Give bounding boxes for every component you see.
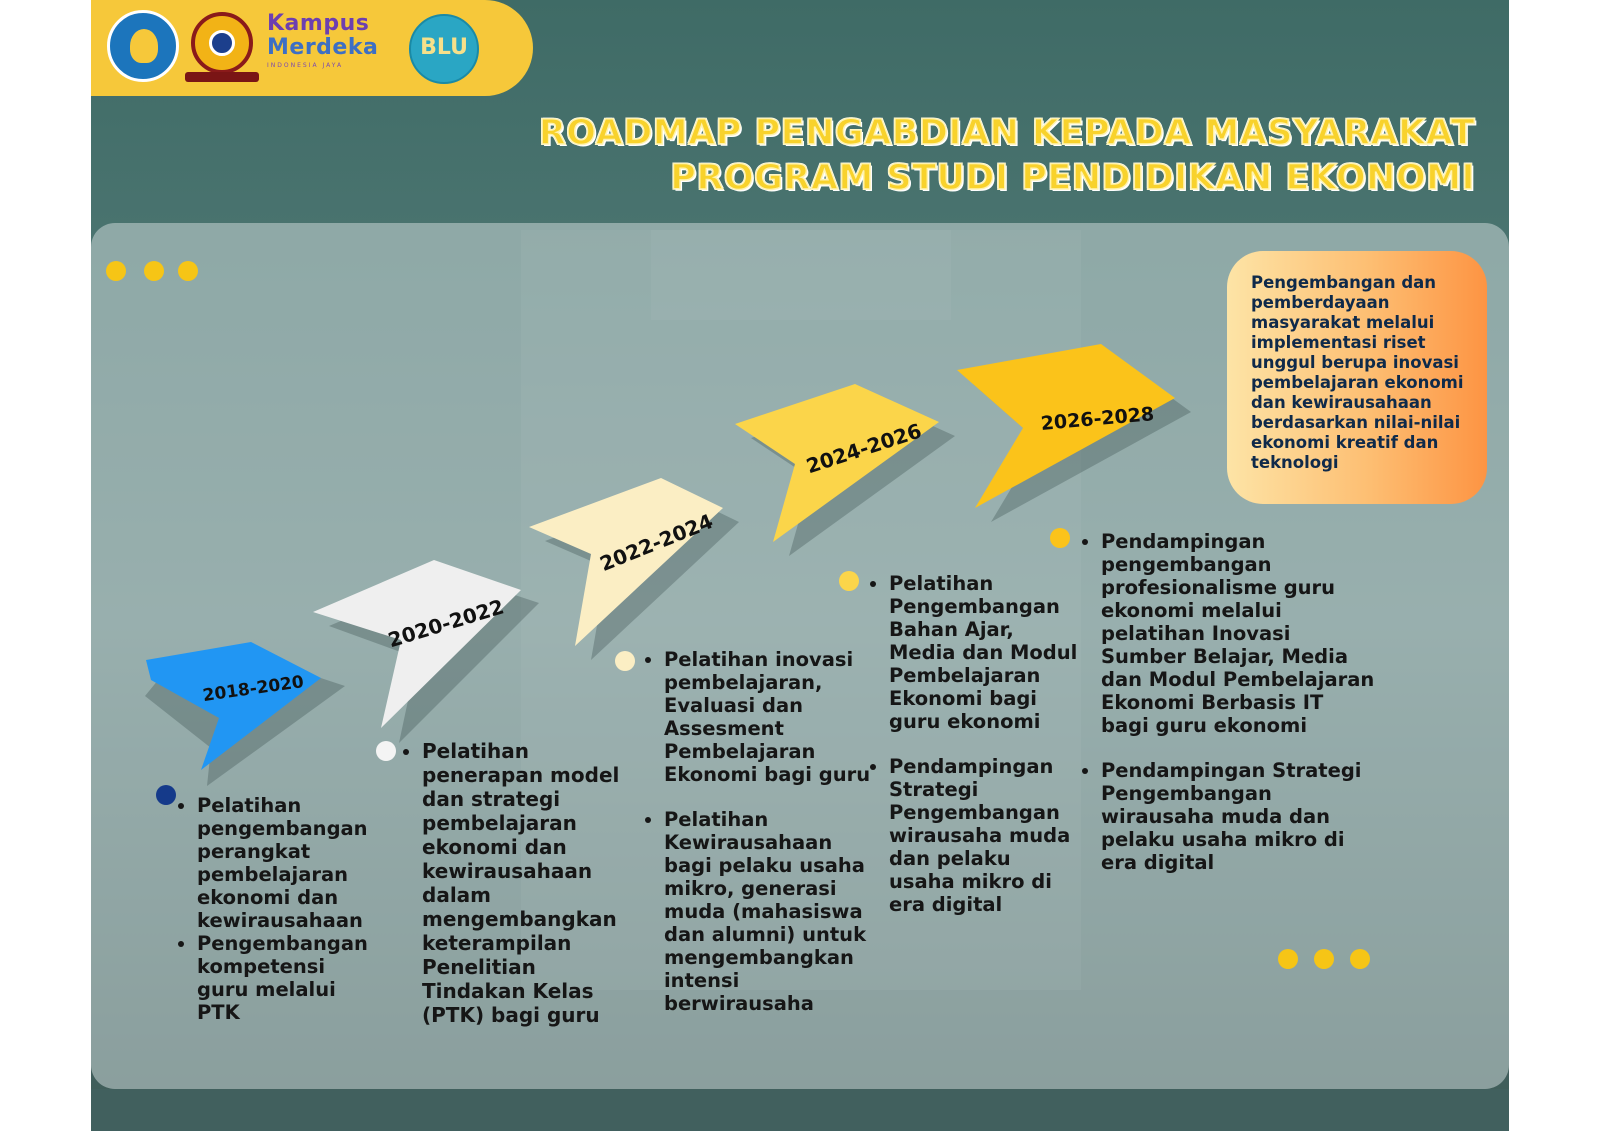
kampus-merdeka-line2: Merdeka (267, 35, 379, 60)
list-item: • Pelatihan penerapan model dan strategi pembelajaran ekonomi dan kewirausahaan dalam mengembangkan keterampilan Penelitian Tindakan Kelas (PTK) bagi guru (422, 739, 631, 1027)
list-item: • Pelatihan Kewirausahaan bagi pelaku usaha mikro, generasi muda (mahasiswa dan alumni) untuk mengembangkan intensi berwirausaha (664, 808, 873, 1015)
activity-list (396, 739, 631, 1027)
list-item: • Pelatihan pengembangan perangkat pembelajaran ekonomi dan kewirausahaan (197, 794, 381, 932)
column-2018-2020 (171, 794, 381, 1046)
arrow-step-2 (313, 560, 539, 743)
column-marker-5 (1050, 528, 1070, 548)
arrow-step-3 (529, 478, 739, 660)
column-2020-2022 (396, 739, 631, 1049)
blu-logo: BLU (409, 14, 479, 84)
list-item: • Pendampingan Strategi Pengembangan wirausaha muda dan pelaku usaha mikro di era digital (1101, 759, 1375, 874)
period-2018-2020: 2018-2020 (201, 672, 306, 707)
page-title-line1: ROADMAP PENGABDIAN KEPADA MASYARAKAT (538, 113, 1475, 153)
column-marker-3 (615, 651, 635, 671)
roadmap-poster (91, 0, 1509, 1131)
period-2024-2026: 2024-2026 (803, 418, 925, 479)
goal-box (1227, 251, 1487, 504)
column-2026-2028 (1075, 530, 1375, 896)
activity-list (638, 648, 873, 1015)
page-title-line2: PROGRAM STUDI PENDIDIKAN EKONOMI (670, 158, 1475, 198)
list-item: • Pengembangan kompetensi guru melalui PTK (197, 932, 381, 1024)
bottom-strip (91, 1089, 1509, 1131)
goal-text: Pengembangan dan pemberdayaan masyarakat melalui implementasi riset unggul berupa inovasi pembelajaran ekonomi dan kewirausahaan berdasarkan nilai-nilai ekonomi kreatif dan teknologi (1251, 273, 1464, 472)
kampus-merdeka-line1: Kampus (267, 11, 370, 36)
period-2020-2022: 2020-2022 (385, 594, 507, 653)
arrow-step-4 (735, 384, 955, 556)
activity-list (1075, 530, 1375, 874)
arrow-step-1 (145, 642, 345, 786)
column-2022-2024 (638, 648, 873, 1037)
list-item: • Pelatihan inovasi pembelajaran, Evaluasi dan Assesment Pembelajaran Ekonomi bagi guru (664, 648, 873, 786)
period-2022-2024: 2022-2024 (596, 508, 717, 577)
column-2024-2026 (863, 572, 1078, 938)
activity-list (863, 572, 1078, 916)
kampus-merdeka-sub: INDONESIA JAYA (267, 62, 344, 69)
arrow-step-5 (957, 344, 1191, 522)
list-item: • Pendampingan Strategi Pengembangan wirausaha muda dan pelaku usaha mikro di era digital (889, 755, 1078, 916)
list-item: • Pelatihan Pengembangan Bahan Ajar, Media dan Modul Pembelajaran Ekonomi bagi guru ekonomi (889, 572, 1078, 733)
column-marker-2 (376, 741, 396, 761)
activity-list (171, 794, 381, 1024)
column-marker-4 (839, 571, 859, 591)
list-item: • Pendampingan pengembangan profesionalisme guru ekonomi melalui pelatihan Inovasi Sumber Belajar, Media dan Modul Pembelajaran Ekonomi Berbasis IT bagi guru ekonomi (1101, 530, 1375, 737)
period-2026-2028: 2026-2028 (1039, 403, 1156, 435)
